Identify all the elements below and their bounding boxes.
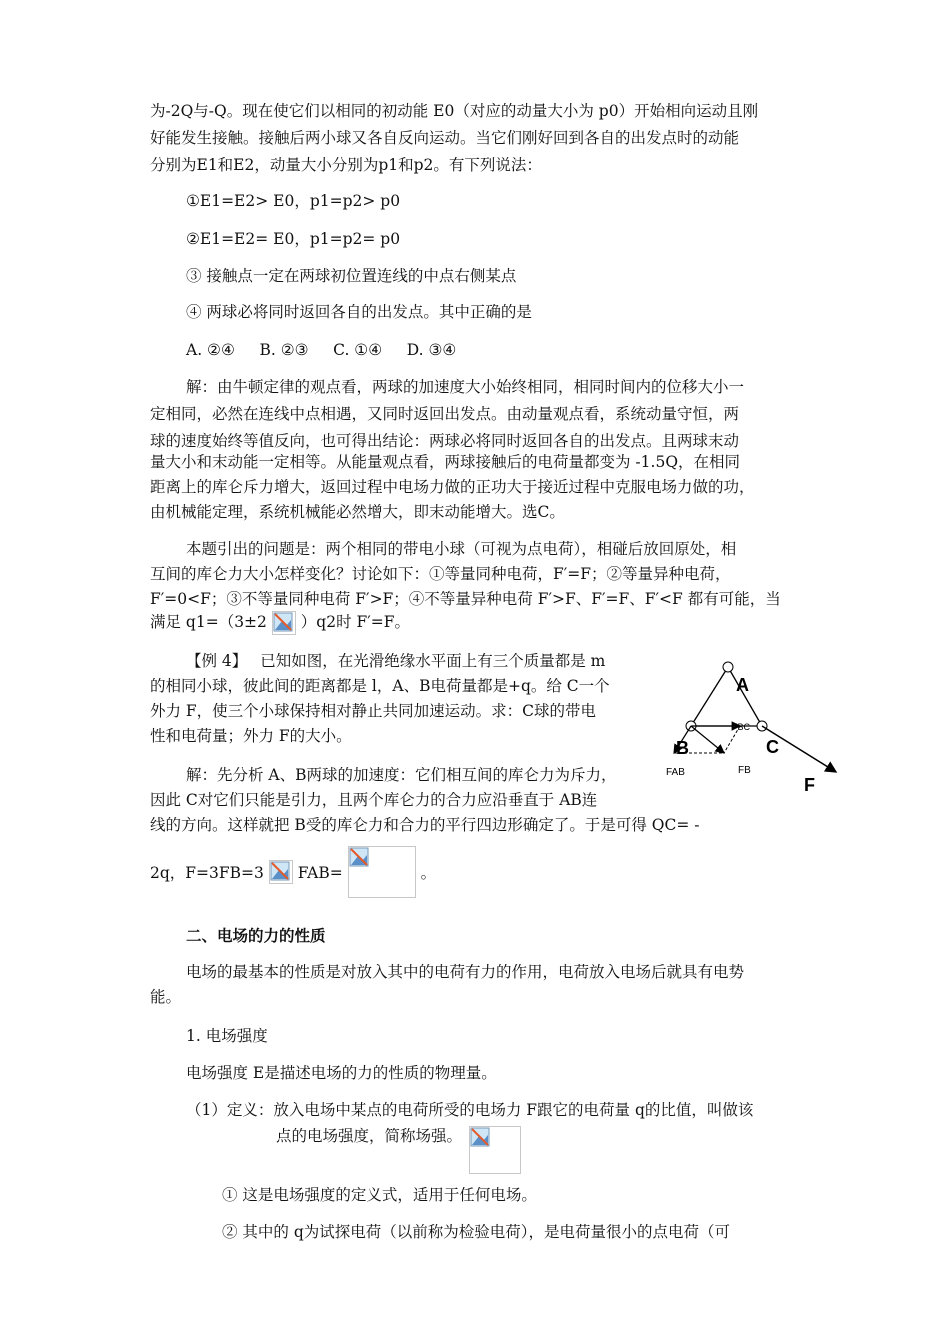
ball-a bbox=[723, 662, 733, 672]
solution2-force-text: 2q，F=3FB=3 bbox=[150, 864, 264, 882]
formula-image-2 bbox=[269, 860, 293, 884]
example4-text1: 已知如图，在光滑绝缘水平面上有三个质量都是 m bbox=[260, 652, 606, 670]
discussion-formula-prefix: 满足 q1=（3±2 bbox=[150, 613, 267, 631]
label-fbc: FBC bbox=[732, 722, 750, 732]
label-fb: FB bbox=[738, 765, 751, 776]
subsection-title: 1. 电场强度 bbox=[186, 1027, 268, 1045]
discussion-formula-suffix: ）q2时 F′=F。 bbox=[300, 613, 411, 631]
formula-image-3 bbox=[348, 846, 416, 898]
example4-line1 bbox=[186, 651, 605, 671]
side-ab bbox=[691, 667, 728, 726]
solution2-end: 。 bbox=[420, 864, 437, 882]
solution2-line1: 解：先分析 A、B两球的加速度：它们相互间的库仑力为斥力， bbox=[186, 766, 617, 784]
example4-label: 【例 4】 bbox=[186, 652, 248, 670]
label-f: F bbox=[804, 775, 815, 795]
statement-4: ④ 两球必将同时返回各自的出发点。其中正确的是 bbox=[186, 303, 532, 321]
example4-line4: 性和电荷量；外力 F的大小。 bbox=[150, 727, 352, 745]
para1-line2: 好能发生接触。接触后两小球又各自反向运动。当它们刚好回到各自的出发点时的动能 bbox=[150, 129, 740, 147]
section2-intro-line2: 能。 bbox=[150, 988, 182, 1006]
statement-2: ②E1=E2= E0，p1=p2= p0 bbox=[186, 230, 401, 248]
note-1: ① 这是电场强度的定义式，适用于任何电场。 bbox=[222, 1186, 537, 1204]
solution2-line3: 线的方向。这样就把 B受的库仑力和合力的平行四边形确定了。于是可得 QC= - bbox=[150, 816, 700, 834]
broken-image-icon bbox=[273, 612, 293, 632]
definition-line2 bbox=[276, 1126, 521, 1174]
solution2-fab-text: FAB= bbox=[297, 864, 343, 882]
definition-text: 点的电场强度，简称场强。 bbox=[276, 1127, 463, 1145]
triangle-force-diagram bbox=[660, 655, 850, 805]
discussion-line1: 本题引出的问题是：两个相同的带电小球（可视为点电荷），相碰后放回原处，相 bbox=[186, 540, 737, 558]
section-heading: 二、电场的力的性质 bbox=[186, 927, 326, 945]
broken-image-icon bbox=[349, 847, 369, 867]
label-c: C bbox=[766, 737, 779, 757]
solution1-line3: 球的速度始终等值反向，也可得出结论：两球必将同时返回各自的出发点。且两球末动 bbox=[150, 432, 740, 450]
label-b: B bbox=[676, 738, 689, 758]
section2-intro-line1: 电场的最基本的性质是对放入其中的电荷有力的作用，电荷放入电场后就具有电势 bbox=[186, 963, 745, 981]
formula-image bbox=[272, 611, 296, 635]
label-a: A bbox=[736, 675, 749, 695]
discussion-line2: 互间的库仑力大小怎样变化？讨论如下：①等量同种电荷，F′=F；②等量异种电荷， bbox=[150, 565, 731, 583]
solution1-line2: 定相同，必然在连线中点相遇，又同时返回出发点。由动量观点看，系统动量守恒，两 bbox=[150, 405, 740, 423]
field-strength-desc: 电场强度 E是描述电场的力的性质的物理量。 bbox=[186, 1064, 497, 1082]
example4-line2: 的相同小球，彼此间的距离都是 l，A、B电荷量都是+q。给 C一个 bbox=[150, 677, 610, 695]
example4-line3: 外力 F，使三个小球保持相对静止共同加速运动。求：C球的带电 bbox=[150, 702, 597, 720]
solution1-line6: 由机械能定理，系统机械能必然增大，即末动能增大。选C。 bbox=[150, 503, 565, 521]
label-fab: FAB bbox=[666, 767, 685, 778]
para1-line3: 分别为E1和E2，动量大小分别为p1和p2。有下列说法： bbox=[150, 156, 542, 174]
discussion-line3: F′=0<F；③不等量同种电荷 F′>F；④不等量异种电荷 F′>F、F′=F、F′<F 都有可能，当 bbox=[150, 590, 781, 608]
discussion-line4 bbox=[150, 611, 410, 635]
para1-line1: 为-2Q与-Q。现在使它们以相同的初动能 E0（对应的动量大小为 p0）开始相向运动且刚 bbox=[150, 102, 759, 120]
answer-options: A. ②④ B. ②③ C. ①④ D. ③④ bbox=[186, 341, 457, 359]
definition-line1: （1）定义：放入电场中某点的电荷所受的电场力 F跟它的电荷量 q的比值，叫做该 bbox=[186, 1101, 754, 1119]
solution1-line4: 量大小和末动能一定相等。从能量观点看，两球接触后的电荷量都变为 -1.5Q，在相同 bbox=[150, 453, 741, 471]
formula-image-4 bbox=[469, 1126, 521, 1174]
broken-image-icon bbox=[470, 1127, 490, 1147]
solution2-line2: 因此 C对它们只能是引力，且两个库仑力的合力应沿垂直于 AB连 bbox=[150, 791, 598, 809]
statement-1: ①E1=E2> E0，p1=p2> p0 bbox=[186, 192, 401, 210]
broken-image-icon bbox=[270, 861, 290, 881]
note-2: ② 其中的 q为试探电荷（以前称为检验电荷），是电荷量很小的点电荷（可 bbox=[222, 1223, 731, 1241]
arrow-fb bbox=[691, 726, 724, 753]
solution2-line4 bbox=[150, 846, 436, 898]
solution1-line5: 距离上的库仑斥力增大，返回过程中电场力做的正功大于接近过程中克服电场力做的功， bbox=[150, 478, 755, 496]
solution1-line1: 解：由牛顿定律的观点看，两球的加速度大小始终相同，相同时间内的位移大小一 bbox=[186, 378, 745, 396]
statement-3: ③ 接触点一定在两球初位置连线的中点右侧某点 bbox=[186, 267, 517, 285]
